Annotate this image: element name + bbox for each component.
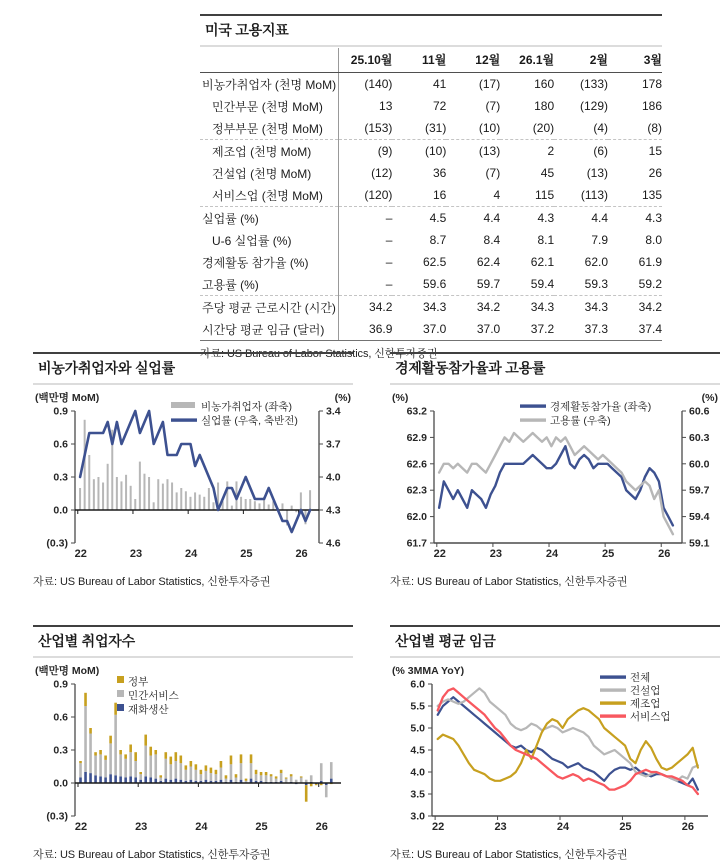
svg-text:비농가취업자 (좌축): 비농가취업자 (좌축) — [201, 401, 293, 413]
cell-value: 34.3 — [530, 300, 555, 314]
svg-text:(%): (%) — [392, 392, 409, 404]
svg-text:60.3: 60.3 — [689, 431, 710, 444]
row-label: 제조업 (천명 MoM) — [200, 140, 339, 163]
svg-text:5.0: 5.0 — [410, 722, 425, 735]
cell-value: 8.1 — [537, 233, 555, 247]
svg-text:서비스업: 서비스업 — [630, 711, 671, 723]
cell-value: 4.3 — [645, 211, 662, 225]
cell-value: 34.2 — [638, 300, 662, 314]
cell-value: – — [385, 255, 393, 269]
cell-value: (113) — [554, 184, 608, 207]
table-row — [200, 140, 662, 163]
cell-value: 186 — [641, 99, 662, 113]
cell-value: 135 — [608, 184, 662, 207]
row-label: U-6 실업률 (%) — [200, 229, 339, 251]
table-row — [200, 251, 662, 273]
charts-grid — [33, 352, 720, 862]
svg-text:재화생산: 재화생산 — [128, 704, 169, 716]
cell-value: – — [385, 233, 393, 247]
cell-value: 59.7 — [446, 273, 500, 296]
cell-value: 37.0 — [392, 318, 446, 341]
svg-text:3.0: 3.0 — [410, 810, 425, 823]
chart-jobs-by-industry-canvas — [33, 664, 353, 842]
table-row — [200, 207, 662, 230]
svg-text:22: 22 — [74, 821, 88, 833]
cell-value: (20) — [500, 117, 554, 140]
cell-value: (31) — [392, 117, 446, 140]
cell-value: 4.5 — [429, 211, 447, 225]
column-header: 3월 — [608, 48, 662, 73]
svg-text:4.6: 4.6 — [326, 537, 341, 550]
cell-value: (7) — [485, 99, 501, 113]
svg-text:25: 25 — [255, 821, 268, 833]
svg-text:60.6: 60.6 — [689, 405, 710, 418]
employment-table — [200, 48, 662, 341]
row-label: 서비스업 (천명 MoM) — [200, 184, 339, 207]
chart-svg — [33, 391, 353, 569]
cell-value: 4.3 — [537, 211, 555, 225]
svg-text:23: 23 — [135, 821, 148, 833]
cell-value: (10) — [424, 144, 447, 158]
svg-text:3.7: 3.7 — [326, 438, 341, 451]
svg-text:(0.3): (0.3) — [46, 537, 68, 550]
svg-text:26: 26 — [295, 548, 308, 560]
row-label: 건설업 (천명 MoM) — [200, 162, 339, 184]
chart-wages-by-industry — [390, 625, 720, 862]
chart-source: 자료: US Bureau of Labor Statistics, 신한투자증권 — [33, 849, 271, 861]
table-header-row — [200, 48, 662, 73]
cell-value: (6) — [593, 144, 609, 158]
cell-value: 34.2 — [476, 300, 501, 314]
cell-value: 160 — [534, 77, 555, 91]
table-row — [200, 73, 662, 96]
cell-value: (7) — [485, 166, 501, 180]
svg-text:경제활동참가율 (좌축): 경제활동참가율 (좌축) — [550, 401, 652, 413]
svg-text:3.5: 3.5 — [410, 788, 425, 801]
cell-value: 59.2 — [608, 273, 662, 296]
column-header: 11월 — [392, 48, 446, 73]
cell-value: 41 — [432, 77, 447, 91]
svg-text:0.3: 0.3 — [53, 744, 68, 757]
chart-title: 경제활동참가율과 고용률 — [390, 352, 720, 385]
svg-text:고용률 (우축): 고용률 (우축) — [550, 415, 611, 427]
svg-text:실업률 (우축, 축반전): 실업률 (우축, 축반전) — [201, 415, 298, 427]
svg-text:22: 22 — [431, 821, 445, 833]
cell-value: (8) — [608, 117, 662, 140]
chart-wages-by-industry-canvas — [390, 664, 720, 842]
cell-value: 61.9 — [638, 255, 662, 269]
svg-text:민간서비스: 민간서비스 — [128, 690, 179, 702]
cell-value: 4 — [446, 184, 500, 207]
cell-value: (10) — [446, 117, 500, 140]
svg-text:23: 23 — [494, 821, 507, 833]
corner-cell — [200, 48, 339, 73]
svg-text:0.0: 0.0 — [53, 777, 68, 790]
svg-text:25: 25 — [619, 821, 632, 833]
chart-participation-employment-rate — [390, 352, 720, 589]
svg-text:(%): (%) — [334, 392, 351, 404]
chart-nonfarm-unemployment — [33, 352, 353, 589]
svg-text:4.3: 4.3 — [326, 504, 341, 517]
cell-value: (13) — [478, 144, 501, 158]
row-label: 시간당 평균 임금 (달러) — [200, 318, 339, 341]
cell-value: 180 — [534, 99, 555, 113]
cell-value: – — [385, 211, 393, 225]
cell-value: 59.4 — [500, 273, 554, 296]
svg-text:24: 24 — [185, 548, 198, 560]
cell-value: (13) — [586, 166, 609, 180]
table-row — [200, 95, 662, 117]
column-header: 26.1월 — [500, 48, 554, 73]
svg-text:(% 3MMA YoY): (% 3MMA YoY) — [392, 665, 465, 677]
cell-value: 37.3 — [554, 318, 608, 341]
svg-text:0.3: 0.3 — [53, 471, 68, 484]
row-label: 정부부문 (천명 MoM) — [200, 117, 339, 140]
chart-source: 자료: US Bureau of Labor Statistics, 신한투자증권 — [390, 849, 628, 861]
svg-text:4.0: 4.0 — [410, 766, 425, 779]
svg-text:6.0: 6.0 — [410, 678, 425, 691]
svg-text:0.0: 0.0 — [53, 504, 68, 517]
cell-value: 8.0 — [645, 233, 662, 247]
table-row — [200, 184, 662, 207]
table-row — [200, 318, 662, 341]
cell-value: 178 — [641, 77, 662, 91]
employment-table-section — [200, 14, 662, 361]
svg-text:23: 23 — [129, 548, 143, 560]
chart-source: 자료: US Bureau of Labor Statistics, 신한투자증권 — [390, 576, 628, 588]
cell-value: 36.9 — [339, 318, 393, 341]
table-row — [200, 273, 662, 296]
cell-value: (133) — [580, 77, 609, 91]
chart-nonfarm-unemployment-canvas — [33, 391, 353, 569]
table-row — [200, 229, 662, 251]
table-title: 미국 고용지표 — [200, 14, 662, 47]
table-row — [200, 162, 662, 184]
svg-text:전체: 전체 — [630, 672, 651, 684]
cell-value: (9) — [377, 144, 393, 158]
table-row — [200, 296, 662, 319]
table-body — [200, 73, 662, 341]
column-header: 25.10월 — [339, 48, 393, 73]
cell-value: (140) — [364, 77, 393, 91]
svg-text:건설업: 건설업 — [630, 685, 661, 697]
svg-text:24: 24 — [545, 548, 559, 560]
chart-svg — [390, 391, 720, 569]
svg-text:0.6: 0.6 — [53, 711, 68, 724]
svg-text:22: 22 — [74, 548, 87, 560]
svg-text:(백만명 MoM): (백만명 MoM) — [35, 392, 100, 404]
cell-value: 72 — [432, 99, 447, 113]
svg-text:4.0: 4.0 — [326, 471, 341, 484]
svg-text:25: 25 — [602, 548, 615, 560]
svg-text:59.1: 59.1 — [689, 537, 710, 550]
cell-value: 4.4 — [483, 211, 501, 225]
svg-text:59.7: 59.7 — [689, 484, 710, 497]
svg-text:5.5: 5.5 — [410, 700, 425, 713]
chart-source: 자료: US Bureau of Labor Statistics, 신한투자증권 — [33, 576, 271, 588]
cell-value: 115 — [500, 184, 554, 207]
svg-text:61.7: 61.7 — [406, 537, 427, 550]
cell-value: 36 — [432, 166, 447, 180]
chart-participation-employment-rate-canvas — [390, 391, 720, 569]
chart-title: 산업별 취업자수 — [33, 625, 353, 658]
row-label: 경제활동 참가율 (%) — [200, 251, 339, 273]
table-source: 자료: US Bureau of Labor Statistics, 신한투자증권 — [200, 348, 438, 360]
chart-jobs-by-industry — [33, 625, 353, 862]
cell-value: (17) — [478, 77, 501, 91]
chart-svg — [390, 664, 720, 842]
chart-title: 비농가취업자와 실업률 — [33, 352, 353, 385]
cell-value: 15 — [648, 144, 662, 158]
cell-value: 13 — [379, 99, 393, 113]
svg-text:62.6: 62.6 — [406, 458, 427, 471]
cell-value: 26 — [648, 166, 662, 180]
svg-text:3.4: 3.4 — [326, 405, 341, 418]
cell-value: 34.2 — [369, 300, 393, 314]
row-label: 실업률 (%) — [200, 207, 339, 230]
row-label: 비농가취업자 (천명 MoM) — [200, 73, 339, 96]
cell-value: 2 — [547, 144, 555, 158]
svg-text:0.6: 0.6 — [53, 438, 68, 451]
svg-text:22: 22 — [433, 548, 446, 560]
cell-value: 37.2 — [500, 318, 554, 341]
cell-value: 8.4 — [483, 233, 501, 247]
svg-text:0.9: 0.9 — [53, 405, 68, 418]
table-row — [200, 117, 662, 140]
cell-value: 37.4 — [608, 318, 662, 341]
cell-value: (129) — [580, 99, 609, 113]
cell-value: 59.3 — [554, 273, 608, 296]
cell-value: 8.7 — [429, 233, 447, 247]
svg-text:24: 24 — [195, 821, 208, 833]
cell-value: – — [339, 273, 393, 296]
column-header: 12월 — [446, 48, 500, 73]
cell-value: 4.4 — [591, 211, 609, 225]
svg-text:23: 23 — [489, 548, 503, 560]
svg-text:62.0: 62.0 — [406, 511, 427, 524]
svg-text:26: 26 — [315, 821, 328, 833]
svg-text:24: 24 — [556, 821, 570, 833]
svg-text:25: 25 — [240, 548, 253, 560]
svg-text:(%): (%) — [701, 392, 718, 404]
cell-value: (4) — [554, 117, 608, 140]
svg-text:62.9: 62.9 — [406, 431, 427, 444]
cell-value: 62.1 — [530, 255, 555, 269]
cell-value: 59.6 — [392, 273, 446, 296]
svg-text:제조업: 제조업 — [630, 698, 661, 710]
svg-text:4.5: 4.5 — [410, 744, 425, 757]
row-label: 주당 평균 근로시간 (시간) — [200, 296, 339, 319]
chart-title: 산업별 평균 임금 — [390, 625, 720, 658]
svg-text:59.4: 59.4 — [689, 511, 710, 524]
column-header: 2월 — [554, 48, 608, 73]
cell-value: 62.0 — [584, 255, 609, 269]
svg-text:62.3: 62.3 — [406, 484, 427, 497]
cell-value: 45 — [540, 166, 555, 180]
svg-text:(0.3): (0.3) — [46, 810, 68, 823]
cell-value: 37.0 — [446, 318, 500, 341]
cell-value: 62.4 — [476, 255, 501, 269]
svg-text:60.0: 60.0 — [689, 458, 710, 471]
cell-value: 34.3 — [422, 300, 447, 314]
svg-text:26: 26 — [658, 548, 671, 560]
cell-value: (12) — [371, 166, 393, 180]
svg-text:(백만명 MoM): (백만명 MoM) — [35, 665, 100, 677]
cell-value: 62.5 — [422, 255, 447, 269]
svg-text:26: 26 — [681, 821, 695, 833]
row-label: 고용률 (%) — [200, 273, 339, 296]
svg-text:0.9: 0.9 — [53, 678, 68, 691]
cell-value: 34.3 — [584, 300, 609, 314]
cell-value: 16 — [392, 184, 446, 207]
row-label: 민간부문 (천명 MoM) — [200, 95, 339, 117]
cell-value: (120) — [339, 184, 393, 207]
cell-value: (153) — [339, 117, 393, 140]
cell-value: 7.9 — [591, 233, 609, 247]
chart-svg — [33, 664, 353, 842]
svg-text:63.2: 63.2 — [406, 405, 427, 418]
svg-text:정부: 정부 — [128, 676, 149, 688]
